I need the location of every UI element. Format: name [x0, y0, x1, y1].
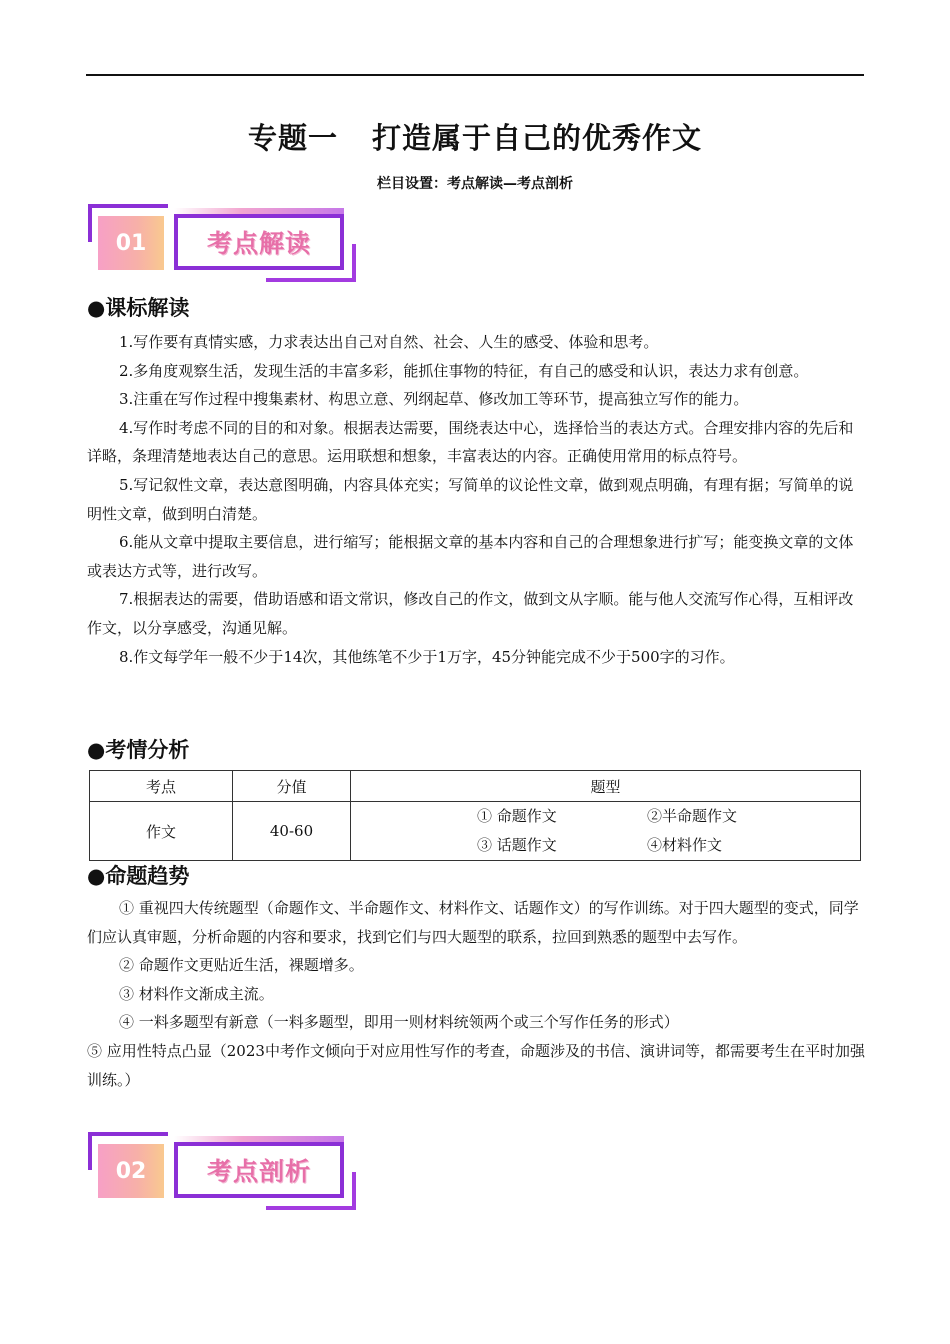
list-item: ⑤ 应用性特点凸显（2023中考作文倾向于对应用性写作的考查，命题涉及的书信、演讲词等，都需要考生在平时加强训练。） — [87, 1041, 865, 1089]
table-row — [90, 802, 861, 861]
top-rule — [86, 74, 864, 76]
kebiao-list — [87, 328, 867, 671]
section-heading-qushi: ●命题趋势 — [87, 864, 190, 888]
type-item: ②半命题作文 — [647, 807, 738, 825]
banner-number: 01 — [98, 216, 164, 270]
type-item: ① 命题作文 — [477, 807, 557, 825]
page-title — [0, 116, 950, 157]
banner-frame — [88, 204, 168, 208]
list-item: 4.写作时考虑不同的目的和对象。根据表达需要，围绕表达中心，选择恰当的表达方式。合理安排内容的先后和详略，条理清楚地表达自己的意思。运用联想和想象，丰富表达的内容。正确使用常用的标点符号。 — [87, 418, 854, 466]
list-item: 2.多角度观察生活，发现生活的丰富多彩，能抓住事物的特征，有自己的感受和认识，表达力求有创意。 — [119, 361, 809, 380]
title-part2: 打造属于自己的优秀作文 — [372, 121, 703, 155]
banner-frame — [266, 278, 356, 282]
list-item: ④ 一料多题型有新意（一料多题型，即用一则材料统领两个或三个写作任务的形式） — [119, 1013, 679, 1032]
table-cell-fenzhi: 40-60 — [233, 802, 351, 861]
banner-frame — [352, 1172, 356, 1210]
section-heading-kaoqing: ●考情分析 — [87, 738, 190, 762]
banner-label: 考点剖析 — [174, 1142, 344, 1198]
table-cell-types — [351, 802, 861, 861]
qushi-list — [87, 894, 867, 1094]
exam-table — [89, 770, 861, 861]
type-item: ④材料作文 — [647, 836, 723, 854]
list-item: ③ 材料作文渐成主流。 — [119, 984, 274, 1003]
table-cell-kaodian: 作文 — [90, 802, 233, 861]
list-item: 6.能从文章中提取主要信息，进行缩写；能根据文章的基本内容和自己的合理想象进行扩写；能变换文章的文体或表达方式等，进行改写。 — [87, 533, 854, 580]
section-banner-01 — [88, 204, 356, 282]
table-header-row — [90, 771, 861, 802]
list-item: 5.写记叙性文章，表达意图明确，内容具体充实；写简单的议论性文章，做到观点明确，有理有据；写简单的说明性文章，做到明白清楚。 — [87, 475, 854, 523]
banner-frame — [352, 244, 356, 282]
banner-number: 02 — [98, 1144, 164, 1198]
type-item: ③ 话题作文 — [477, 836, 557, 854]
list-item: 8.作文每学年一般不少于14次，其他练笔不少于1万字，45分钟能完成不少于500字的习作。 — [119, 647, 735, 666]
banner-frame — [88, 1132, 92, 1170]
list-item: 7.根据表达的需要，借助语感和语文常识，修改自己的作文，做到文从字顺。能与他人交流写作心得，互相评改作文，以分享感受，沟通见解。 — [87, 590, 854, 637]
banner-frame — [88, 204, 92, 242]
table-header: 考点 — [90, 771, 233, 802]
list-item: 1.写作要有真情实感，力求表达出自己对自然、社会、人生的感受、体验和思考。 — [119, 333, 659, 351]
section-banner-02 — [88, 1132, 356, 1210]
list-item: ① 重视四大传统题型（命题作文、半命题作文、材料作文、话题作文）的写作训练。对于四大题型的变式，同学们应认真审题，分析命题的内容和要求，找到它们与四大题型的联系，拉回到熟悉的题型中去写作。 — [87, 899, 859, 946]
list-item: 3.注重在写作过程中搜集素材、构思立意、列纲起草、修改加工等环节，提高独立写作的能力。 — [119, 390, 749, 409]
table-header: 分值 — [233, 771, 351, 802]
banner-frame — [88, 1132, 168, 1136]
list-item: ② 命题作文更贴近生活，裸题增多。 — [119, 956, 364, 975]
title-part1: 专题一 — [247, 121, 338, 155]
banner-frame — [266, 1206, 356, 1210]
banner-label: 考点解读 — [174, 214, 344, 270]
section-heading-kebiao: ●课标解读 — [87, 296, 190, 320]
page-subtitle: 栏目设置：考点解读—考点剖析 — [377, 176, 573, 192]
table-header: 题型 — [351, 771, 861, 802]
